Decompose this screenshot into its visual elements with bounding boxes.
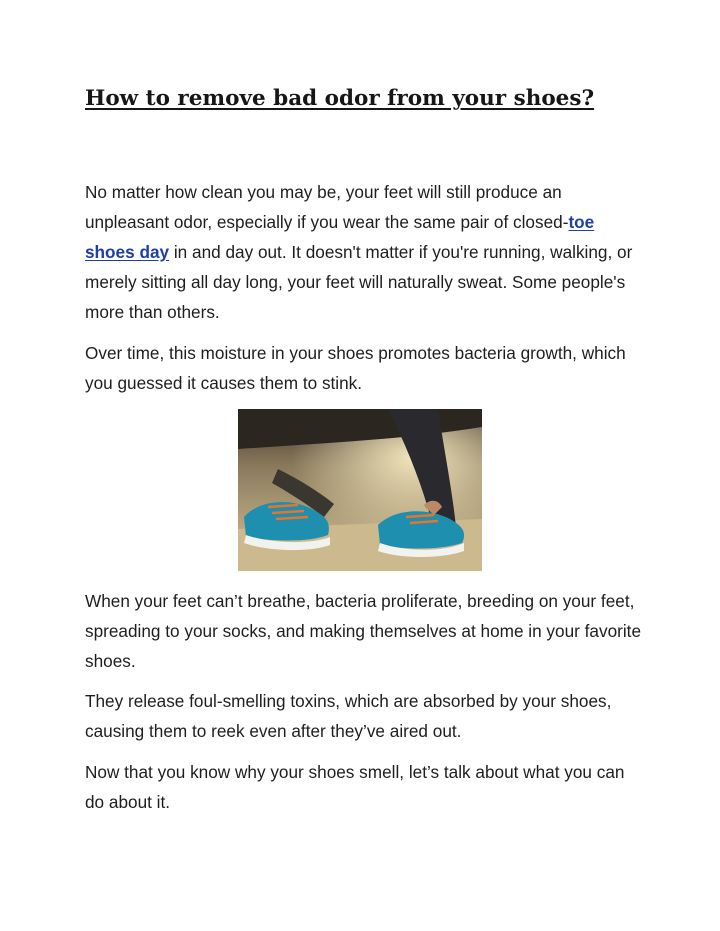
article-title: How to remove bad odor from your shoes?: [85, 86, 595, 111]
paragraph-intro-text-end: in and day out. It doesn't matter if you're running, walking, or merely sitting all day long, your feet will naturally sweat. Some people's more than others.: [85, 242, 633, 322]
paragraph-bacteria: When your feet can’t breathe, bacteria proliferate, breeding on your feet, spreading to your socks, and making themselves at home in your favorite shoes.: [85, 591, 642, 671]
paragraph-conclusion: Now that you know why your shoes smell, let’s talk about what you can do about it.: [85, 762, 625, 812]
running-shoes-photo: [238, 409, 482, 571]
toe-shoes-day-link[interactable]: toe shoes day: [85, 212, 595, 262]
paragraph-intro: [85, 177, 645, 327]
paragraph-intro-text-start: No matter how clean you may be, your feet will still produce an unpleasant odor, especially if you wear the same pair of closed-: [85, 182, 569, 232]
paragraph-toxins: They release foul-smelling toxins, which are absorbed by your shoes, causing them to reek even after they’ve aired out.: [85, 691, 612, 741]
paragraph-moisture: Over time, this moisture in your shoes promotes bacteria growth, which you guessed it causes them to stink.: [85, 343, 626, 393]
